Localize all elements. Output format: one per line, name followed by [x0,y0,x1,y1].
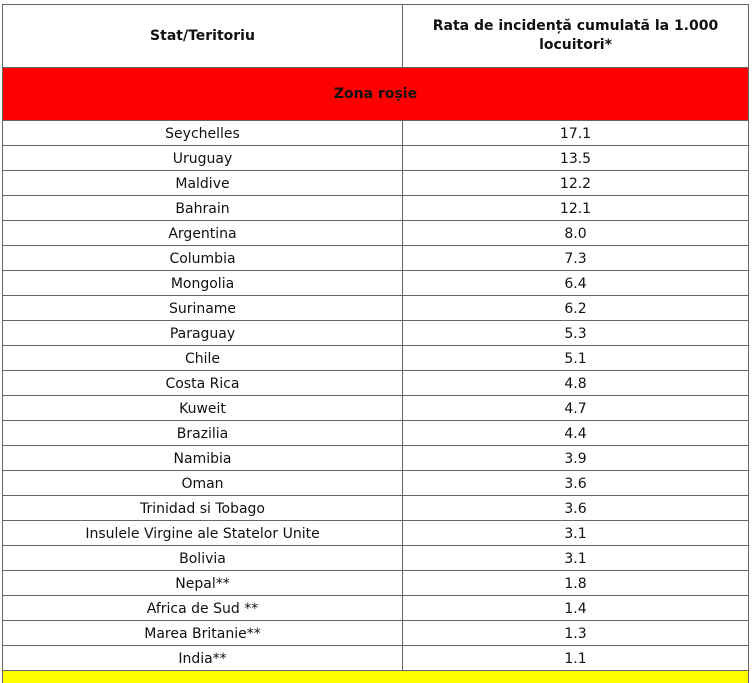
rate-cell: 6.4 [403,271,749,296]
rate-cell: 4.8 [403,371,749,396]
country-cell: Brazilia [3,421,403,446]
rate-cell: 6.2 [403,296,749,321]
country-cell: Uruguay [3,146,403,171]
country-cell: Trinidad si Tobago [3,496,403,521]
country-cell: Costa Rica [3,371,403,396]
country-cell: Nepal** [3,571,403,596]
country-cell: Maldive [3,171,403,196]
table-header-row [3,5,749,68]
country-cell: Oman [3,471,403,496]
rate-cell: 4.7 [403,396,749,421]
country-cell: India** [3,646,403,671]
table-row [3,496,749,521]
zone-row [3,68,749,121]
table-row [3,246,749,271]
rate-cell: 12.1 [403,196,749,221]
rate-cell: 1.4 [403,596,749,621]
rate-cell: 1.8 [403,571,749,596]
header-rate [403,5,749,68]
table-row [3,621,749,646]
next-zone-band [3,671,749,683]
country-cell: Marea Britanie** [3,621,403,646]
table-row [3,446,749,471]
table-row [3,571,749,596]
rate-cell: 3.1 [403,521,749,546]
table-row [3,646,749,671]
rate-cell: 3.1 [403,546,749,571]
country-cell: Insulele Virgine ale Statelor Unite [3,521,403,546]
rate-cell: 17.1 [403,121,749,146]
rate-cell: 3.6 [403,496,749,521]
table-row [3,296,749,321]
rate-cell: 8.0 [403,221,749,246]
country-cell: Columbia [3,246,403,271]
rate-cell: 5.1 [403,346,749,371]
rate-cell: 12.2 [403,171,749,196]
zone-label: Zona roșie [3,68,749,121]
rate-cell: 13.5 [403,146,749,171]
rate-cell: 7.3 [403,246,749,271]
header-country: Stat/Teritoriu [3,5,403,68]
country-cell: Kuweit [3,396,403,421]
table-row [3,546,749,571]
country-cell: Bahrain [3,196,403,221]
table-row [3,471,749,496]
table-row [3,196,749,221]
table-row [3,146,749,171]
table-row [3,321,749,346]
country-cell: Mongolia [3,271,403,296]
table-row [3,121,749,146]
country-cell: Seychelles [3,121,403,146]
table-row [3,346,749,371]
table-row [3,521,749,546]
table-row [3,171,749,196]
country-cell: Paraguay [3,321,403,346]
rate-cell: 3.6 [403,471,749,496]
table-row [3,421,749,446]
rate-cell: 1.3 [403,621,749,646]
country-cell: Chile [3,346,403,371]
incidence-table [2,4,749,683]
table-row [3,271,749,296]
country-cell: Bolivia [3,546,403,571]
table-row [3,596,749,621]
country-cell: Namibia [3,446,403,471]
header-rate-text: Rata de incidență cumulată la 1.000 locuitori* [403,17,748,55]
rate-cell: 4.4 [403,421,749,446]
table-row [3,371,749,396]
rate-cell: 5.3 [403,321,749,346]
country-cell: Suriname [3,296,403,321]
rate-cell: 3.9 [403,446,749,471]
next-zone-row [3,671,749,683]
table-row [3,221,749,246]
rate-cell: 1.1 [403,646,749,671]
country-cell: Africa de Sud ** [3,596,403,621]
table-row [3,396,749,421]
country-cell: Argentina [3,221,403,246]
